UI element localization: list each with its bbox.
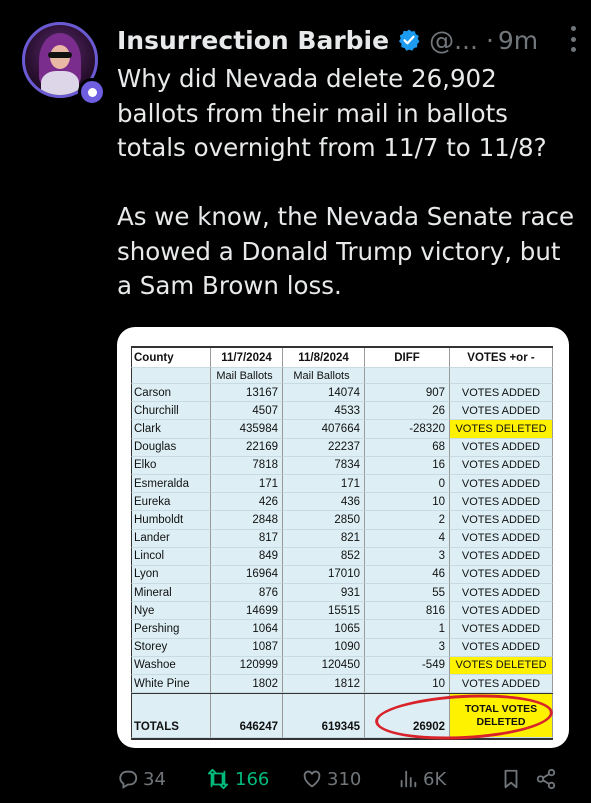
cell-county: Eureka <box>131 493 211 511</box>
cell-status: VOTES ADDED <box>450 566 553 584</box>
cell-status: VOTES DELETED <box>450 420 553 438</box>
table-row <box>131 439 553 457</box>
header-votes: VOTES +or - <box>450 348 553 368</box>
cell-status: VOTES ADDED <box>450 602 553 620</box>
cell-ballots-11-8: 15515 <box>283 602 365 620</box>
share-button[interactable] <box>535 764 561 794</box>
bookmark-icon <box>501 768 521 790</box>
like-count: 310 <box>327 768 362 790</box>
like-button[interactable] <box>301 764 361 794</box>
cell-diff: 3 <box>365 639 450 657</box>
cell-diff: 46 <box>365 566 450 584</box>
cell-ballots-11-7: 16964 <box>211 566 283 584</box>
cell-county: Lander <box>131 530 211 548</box>
subheader-diff <box>365 368 450 384</box>
affiliate-badge-icon <box>78 78 106 106</box>
cell-county: Lincol <box>131 548 211 566</box>
cell-county: Esmeralda <box>131 475 211 493</box>
reply-count: 34 <box>143 768 166 790</box>
author-handle[interactable]: @... <box>429 25 478 55</box>
header-date1: 11/7/2024 <box>211 348 283 368</box>
cell-status: VOTES ADDED <box>450 493 553 511</box>
cell-ballots-11-8: 1812 <box>283 675 365 693</box>
tweet-text: Why did Nevada delete 26,902 ballots from their mail in ballots totals overnight from 11/7 to 11/8? As we know, the Nevada Senate race showed a Donald Trump victory, but a Sam Brown loss. <box>117 64 575 300</box>
verified-badge-icon <box>397 28 421 52</box>
cell-status: VOTES DELETED <box>450 657 553 675</box>
table-row <box>131 530 553 548</box>
cell-ballots-11-7: 1064 <box>211 620 283 638</box>
cell-ballots-11-8: 1065 <box>283 620 365 638</box>
cell-ballots-11-8: 7834 <box>283 457 365 475</box>
cell-diff: 55 <box>365 584 450 602</box>
table-row <box>131 675 553 693</box>
cell-ballots-11-7: 4507 <box>211 402 283 420</box>
cell-county: Douglas <box>131 439 211 457</box>
table-row <box>131 475 553 493</box>
table-row <box>131 584 553 602</box>
cell-status: VOTES ADDED <box>450 675 553 693</box>
cell-ballots-11-8: 407664 <box>283 420 365 438</box>
views-button[interactable] <box>397 764 446 794</box>
cell-ballots-11-8: 14074 <box>283 384 365 402</box>
totals-note-line2: DELETED <box>476 715 526 728</box>
cell-county: Churchill <box>131 402 211 420</box>
cell-diff: -28320 <box>365 420 450 438</box>
cell-diff: 2 <box>365 511 450 529</box>
cell-diff: -549 <box>365 657 450 675</box>
cell-diff: 816 <box>365 602 450 620</box>
cell-county: Storey <box>131 639 211 657</box>
cell-ballots-11-8: 2850 <box>283 511 365 529</box>
reply-icon <box>117 768 139 790</box>
cell-status: VOTES ADDED <box>450 548 553 566</box>
cell-diff: 907 <box>365 384 450 402</box>
cell-status: VOTES ADDED <box>450 511 553 529</box>
cell-diff: 68 <box>365 439 450 457</box>
header-diff: DIFF <box>365 348 450 368</box>
cell-county: Carson <box>131 384 211 402</box>
cell-status: VOTES ADDED <box>450 530 553 548</box>
totals-diff: 26902 <box>365 694 450 738</box>
ballot-table <box>131 346 553 740</box>
table-row <box>131 657 553 675</box>
cell-ballots-11-8: 852 <box>283 548 365 566</box>
cell-diff: 0 <box>365 475 450 493</box>
table-header-row <box>131 346 553 368</box>
reply-button[interactable] <box>117 764 166 794</box>
cell-ballots-11-7: 14699 <box>211 602 283 620</box>
table-row <box>131 620 553 638</box>
cell-county: Humboldt <box>131 511 211 529</box>
table-row <box>131 457 553 475</box>
action-bar <box>117 764 577 794</box>
cell-county: Lyon <box>131 566 211 584</box>
cell-ballots-11-7: 120999 <box>211 657 283 675</box>
totals-label: TOTALS <box>131 694 211 738</box>
table-row <box>131 402 553 420</box>
cell-ballots-11-8: 4533 <box>283 402 365 420</box>
cell-ballots-11-8: 931 <box>283 584 365 602</box>
cell-ballots-11-7: 876 <box>211 584 283 602</box>
cell-ballots-11-8: 1090 <box>283 639 365 657</box>
cell-diff: 3 <box>365 548 450 566</box>
header-date2: 11/8/2024 <box>283 348 365 368</box>
cell-status: VOTES ADDED <box>450 384 553 402</box>
retweet-button[interactable] <box>205 764 269 794</box>
totals-note-line1: TOTAL VOTES <box>464 702 538 715</box>
cell-ballots-11-7: 817 <box>211 530 283 548</box>
more-icon[interactable] <box>571 26 577 52</box>
cell-county: Washoe <box>131 657 211 675</box>
cell-status: VOTES ADDED <box>450 639 553 657</box>
table-subheader-row <box>131 368 553 384</box>
cell-diff: 26 <box>365 402 450 420</box>
cell-ballots-11-7: 22169 <box>211 439 283 457</box>
table-row <box>131 602 553 620</box>
subheader-date2: Mail Ballots <box>283 368 365 384</box>
cell-ballots-11-7: 435984 <box>211 420 283 438</box>
cell-ballots-11-7: 1802 <box>211 675 283 693</box>
cell-ballots-11-8: 17010 <box>283 566 365 584</box>
share-icon <box>535 768 557 790</box>
cell-diff: 10 <box>365 493 450 511</box>
time-separator: · <box>485 25 494 55</box>
views-icon <box>397 768 419 790</box>
tweet-header <box>117 22 577 58</box>
cell-ballots-11-8: 120450 <box>283 657 365 675</box>
table-row <box>131 420 553 438</box>
table-row <box>131 493 553 511</box>
views-count: 6K <box>423 768 447 790</box>
cell-status: VOTES ADDED <box>450 439 553 457</box>
cell-ballots-11-8: 821 <box>283 530 365 548</box>
cell-ballots-11-8: 171 <box>283 475 365 493</box>
cell-status: VOTES ADDED <box>450 620 553 638</box>
cell-diff: 16 <box>365 457 450 475</box>
avatar[interactable] <box>22 22 98 98</box>
table-row <box>131 548 553 566</box>
subheader-county <box>131 368 211 384</box>
cell-ballots-11-7: 7818 <box>211 457 283 475</box>
cell-ballots-11-7: 2848 <box>211 511 283 529</box>
table-row <box>131 384 553 402</box>
cell-ballots-11-7: 426 <box>211 493 283 511</box>
cell-diff: 1 <box>365 620 450 638</box>
subheader-votes <box>450 368 553 384</box>
cell-diff: 4 <box>365 530 450 548</box>
table-row <box>131 511 553 529</box>
header-county: County <box>131 348 211 368</box>
author-name[interactable]: Insurrection Barbie <box>117 25 390 55</box>
table-row <box>131 566 553 584</box>
cell-ballots-11-7: 1087 <box>211 639 283 657</box>
cell-ballots-11-8: 22237 <box>283 439 365 457</box>
like-icon <box>301 768 323 790</box>
totals-col1: 646247 <box>211 694 283 738</box>
cell-county: Nye <box>131 602 211 620</box>
cell-ballots-11-7: 13167 <box>211 384 283 402</box>
cell-county: Elko <box>131 457 211 475</box>
cell-diff: 10 <box>365 675 450 693</box>
timestamp[interactable]: 9m <box>497 25 539 55</box>
subheader-date1: Mail Ballots <box>211 368 283 384</box>
cell-status: VOTES ADDED <box>450 457 553 475</box>
cell-county: Mineral <box>131 584 211 602</box>
retweet-count: 166 <box>235 768 270 790</box>
cell-county: Pershing <box>131 620 211 638</box>
tweet-image[interactable] <box>117 327 569 748</box>
cell-county: Clark <box>131 420 211 438</box>
table-row <box>131 639 553 657</box>
totals-col2: 619345 <box>283 694 365 738</box>
cell-status: VOTES ADDED <box>450 584 553 602</box>
retweet-icon <box>205 768 231 790</box>
cell-ballots-11-8: 436 <box>283 493 365 511</box>
bookmark-button[interactable] <box>501 764 525 794</box>
cell-status: VOTES ADDED <box>450 475 553 493</box>
cell-ballots-11-7: 171 <box>211 475 283 493</box>
cell-status: VOTES ADDED <box>450 402 553 420</box>
cell-ballots-11-7: 849 <box>211 548 283 566</box>
cell-county: White Pine <box>131 675 211 693</box>
